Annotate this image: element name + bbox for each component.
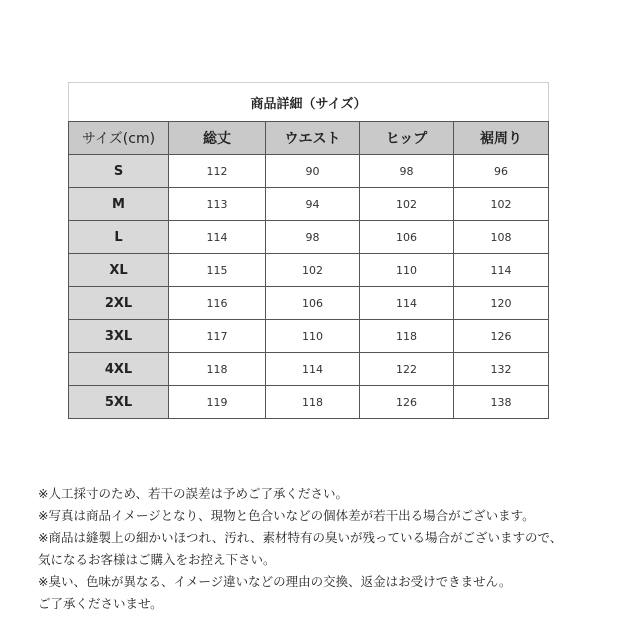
header-hip: ヒップ [360,122,454,155]
table-cell: 114 [169,221,266,254]
table-row [69,320,549,353]
table-cell: 114 [266,353,360,386]
table-cell: 106 [266,287,360,320]
table-cell: 118 [266,386,360,419]
table-row [69,188,549,221]
table-cell: 117 [169,320,266,353]
table-cell: 112 [169,155,266,188]
header-hem: 裾周り [454,122,549,155]
size-label: L [69,221,169,254]
table-body [69,155,549,419]
note-line: 気になるお客様はご購入をお控え下さい。 [38,552,276,567]
table-row [69,287,549,320]
table-cell: 126 [454,320,549,353]
note-line: ※写真は商品イメージとなり、現物と色合いなどの個体差が若干出る場合がございます。 [38,508,535,523]
table-cell: 118 [360,320,454,353]
header-total-length: 総丈 [169,122,266,155]
size-label: 2XL [69,287,169,320]
note-line: ご了承くださいませ。 [38,596,163,611]
table-cell: 126 [360,386,454,419]
table-title-row [69,83,549,122]
notes-section [38,483,618,615]
header-waist: ウエスト [266,122,360,155]
table-title: 商品詳細（サイズ） [69,83,549,122]
size-label: 4XL [69,353,169,386]
table-cell: 132 [454,353,549,386]
table-cell: 102 [454,188,549,221]
size-label: XL [69,254,169,287]
table-cell: 90 [266,155,360,188]
header-size: サイズ(cm) [69,122,169,155]
table-cell: 118 [169,353,266,386]
note-line: ※商品は縫製上の細かいほつれ、汚れ、素材特有の臭いが残っている場合がございますので、 [38,530,563,545]
table-cell: 102 [360,188,454,221]
table-cell: 94 [266,188,360,221]
table-cell: 110 [360,254,454,287]
size-label: M [69,188,169,221]
table-cell: 116 [169,287,266,320]
note-line: ※臭い、色味が異なる、イメージ違いなどの理由の交換、返金はお受けできません。 [38,574,512,589]
table-cell: 114 [454,254,549,287]
table-cell: 108 [454,221,549,254]
table-cell: 98 [360,155,454,188]
table-row [69,221,549,254]
size-label: 5XL [69,386,169,419]
size-label: S [69,155,169,188]
table-cell: 114 [360,287,454,320]
table-cell: 96 [454,155,549,188]
note-line: ※人工採寸のため、若干の誤差は予めご了承ください。 [38,486,348,501]
table-cell: 138 [454,386,549,419]
table-cell: 102 [266,254,360,287]
table-header-row [69,122,549,155]
size-table [68,82,549,419]
table-cell: 106 [360,221,454,254]
table-cell: 115 [169,254,266,287]
table-row [69,254,549,287]
table-cell: 98 [266,221,360,254]
table-cell: 113 [169,188,266,221]
table-row [69,353,549,386]
size-label: 3XL [69,320,169,353]
table-row [69,386,549,419]
table-row [69,155,549,188]
table-cell: 119 [169,386,266,419]
table-cell: 122 [360,353,454,386]
table-cell: 120 [454,287,549,320]
table-cell: 110 [266,320,360,353]
